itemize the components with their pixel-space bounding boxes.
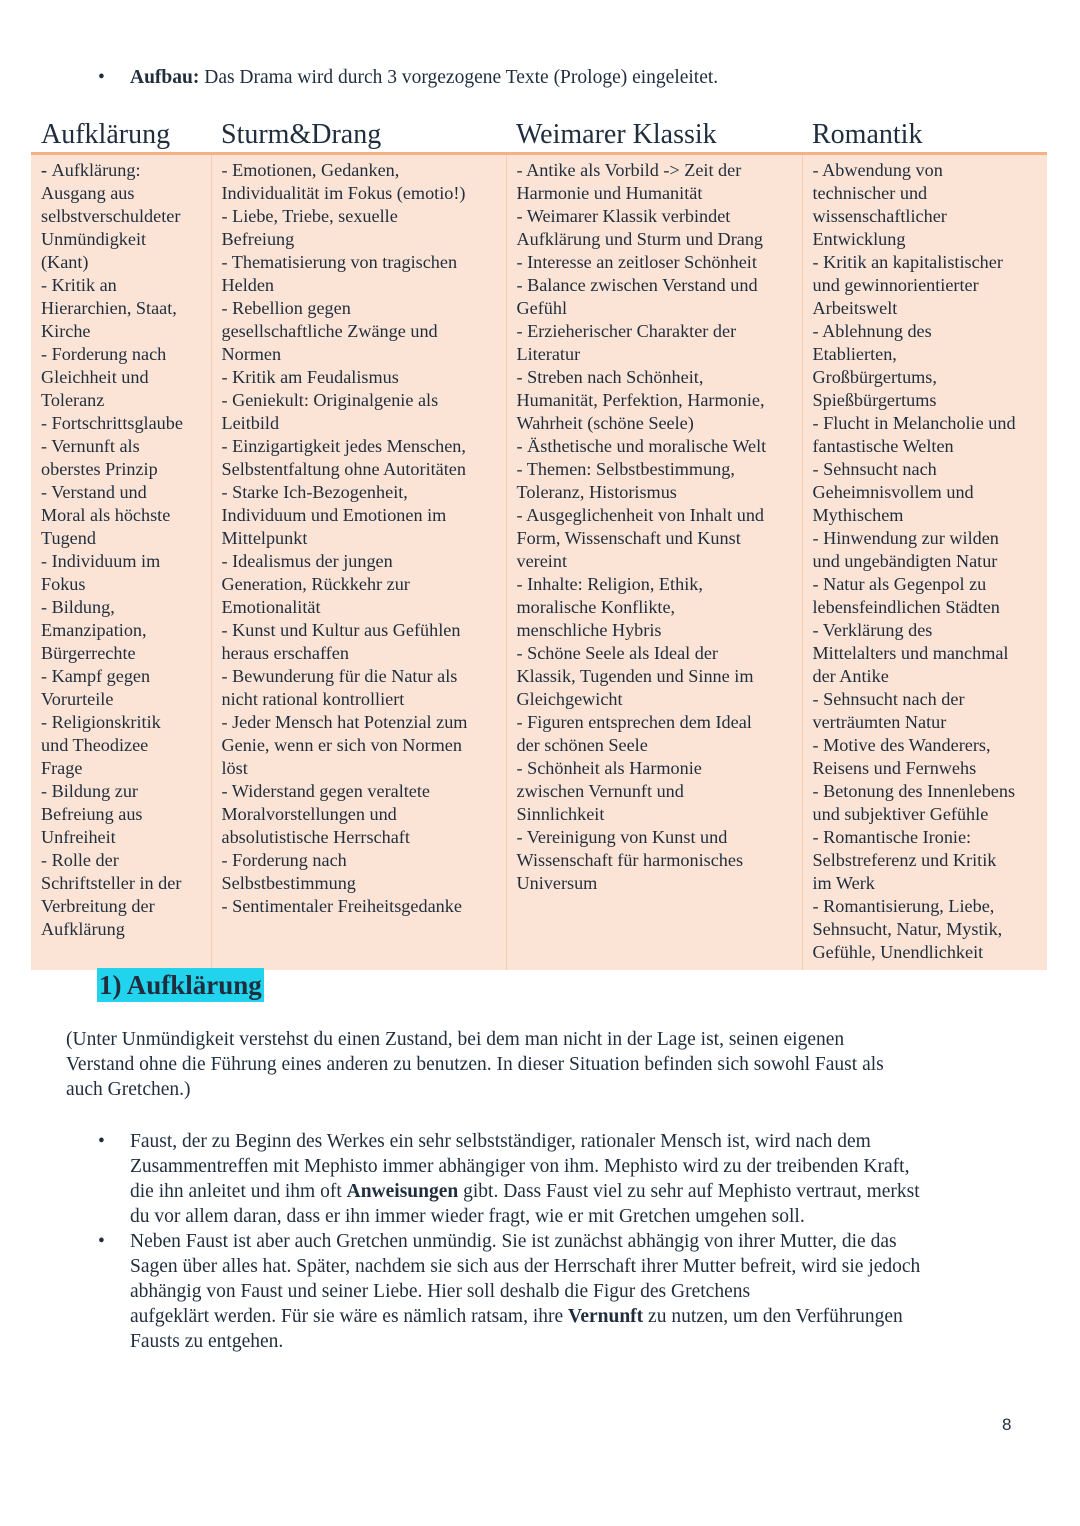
cell-line: - Rebellion gegen [221,298,351,318]
cell-line: Individualität im Fokus (emotio!) [221,183,466,203]
bold-term: Anweisungen [346,1181,459,1202]
cell-line: wissenschaftlicher [812,206,947,226]
header-sturm-drang: Sturm&Drang [211,118,506,154]
text-line: Faust, der zu Beginn des Werkes ein sehr selbstständiger, rationaler Mensch ist, wird nach dem [130,1131,871,1152]
cell-line: (Kant) [41,252,89,272]
cell-line: und gewinnorientierter [812,275,979,295]
bold-term: Vernunft [568,1306,644,1327]
page-number: 8 [1002,1415,1012,1434]
text-run: zu nutzen, um den Verführungen [643,1306,903,1327]
intro-label: Aufbau: [130,67,200,88]
cell-line: - Widerstand gegen veraltete [221,781,430,801]
bullet-dot: • [98,1131,105,1152]
bullet-list [98,1129,1038,1354]
cell-line: absolutistische Herrschaft [221,827,410,847]
cell-line: Tugend [41,528,96,548]
cell-line: Genie, wenn er sich von Normen [221,735,462,755]
cell-line: Hierarchien, Staat, [41,298,177,318]
bullet-dot: • [98,67,105,88]
cell-line: - Vernunft als [41,436,140,456]
header-romantik: Romantik [802,118,1047,154]
cell-line: Gleichgewicht [516,689,623,709]
cell-line: - Themen: Selbstbestimmung, [516,459,735,479]
cell-line: - Abwendung von [812,160,943,180]
cell-line: - Kritik am Feudalismus [221,367,399,387]
cell-line: - Jeder Mensch hat Potenzial zum [221,712,468,732]
cell-line: - Romantische Ironie: [812,827,972,847]
text-run: aufgeklärt werden. Für sie wäre es nämlich ratsam, ihre [130,1306,569,1327]
cell-line: technischer und [812,183,928,203]
cell-line: - Bildung zur [41,781,138,801]
paragraph-line: auch Gretchen.) [66,1079,191,1100]
cell-line: im Werk [812,873,875,893]
cell-line: Humanität, Perfektion, Harmonie, [516,390,765,410]
intro-text [130,64,718,92]
cell-line: der schönen Seele [516,735,648,755]
cell-line: nicht rational kontrolliert [221,689,405,709]
section-heading: 1) Aufklärung [99,970,262,1000]
cell-line [41,159,203,182]
text-line [130,1304,1038,1329]
cell-line: verträumten Natur [812,712,947,732]
cell-line: und ungebändigten Natur [812,551,998,571]
cell-line: Gleichheit und [41,367,149,387]
cell-line: - Interesse an zeitloser Schönheit [516,252,757,272]
cell-line: - Vereinigung von Kunst und [516,827,728,847]
cell-line: löst [221,758,248,778]
cell-line: - Balance zwischen Verstand und [516,275,758,295]
cell-aufklaerung [31,154,211,971]
cell-line: Mittelpunkt [221,528,308,548]
cell-line: - Ablehnung des [812,321,932,341]
cell-line: Selbstreferenz und Kritik [812,850,997,870]
cell-line: Wahrheit (schöne Seele) [516,413,694,433]
intro-body: Das Drama wird durch 3 vorgezogene Texte (Prologe) eingeleitet. [199,67,719,88]
cell-line: der Antike [812,666,889,686]
cell-line: Schriftsteller in der [41,873,182,893]
text-run: die ihn anleitet und ihm oft [130,1181,347,1202]
text-line: Fausts zu entgehen. [130,1331,284,1352]
intro-paragraph [66,1027,1016,1102]
cell-line: oberstes Prinzip [41,459,158,479]
text-line: Neben Faust ist aber auch Gretchen unmündig. Sie ist zunächst abhängig von ihrer Mutter, die das [130,1231,897,1252]
cell-line: - Figuren entsprechen dem Ideal [516,712,752,732]
cell-line: - Weimarer Klassik verbindet [516,206,731,226]
cell-line: - Emotionen, Gedanken, [221,160,400,180]
cell-line: Spießbürgertums [812,390,937,410]
cell-line: - Verklärung des [812,620,933,640]
cell-line: Verbreitung der [41,896,155,916]
cell-line: - Kritik an kapitalistischer [812,252,1003,272]
cell-line: - Starke Ich-Bezogenheit, [221,482,408,502]
cell-line: - Thematisierung von tragischen [221,252,458,272]
cell-line: lebensfeindlichen Städten [812,597,1000,617]
epoch-table [31,118,1047,968]
cell-line: - Flucht in Melancholie und [812,413,1016,433]
cell-line: Geheimnisvollem und [812,482,974,502]
cell-line: Helden [221,275,275,295]
cell-line: heraus erschaffen [221,643,349,663]
cell-line: Emotionalität [221,597,321,617]
cell-line: menschliche Hybris [516,620,662,640]
cell-line: - Kunst und Kultur aus Gefühlen [221,620,461,640]
cell-line: Toleranz [41,390,105,410]
cell-line: Unmündigkeit [41,229,147,249]
cell-line: - Romantisierung, Liebe, [812,896,995,916]
text-run: gibt. Dass Faust viel zu sehr auf Mephisto vertraut, merkst [458,1181,920,1202]
cell-line: Leitbild [221,413,280,433]
cell-line: - Bildung, [41,597,115,617]
cell-line: Selbstbestimmung [221,873,356,893]
cell-line: - Streben nach Schönheit, [516,367,704,387]
cell-line: Kirche [41,321,91,341]
cell-line: Emanzipation, [41,620,147,640]
cell-line: Moral als höchste [41,505,171,525]
cell-line: Sehnsucht, Natur, Mystik, [812,919,1003,939]
cell-line: - Einzigartigkeit jedes Menschen, [221,436,466,456]
cell-line: - Betonung des Innenlebens [812,781,1016,801]
cell-line: Generation, Rückkehr zur [221,574,410,594]
cell-weimarer-klassik [506,154,802,971]
cell-line: Etablierten, [812,344,897,364]
cell-line: Mythischem [812,505,904,525]
cell-line: Moralvorstellungen und [221,804,397,824]
cell-line: Vorurteile [41,689,114,709]
cell-line: Arbeitswelt [812,298,898,318]
cell-line: Toleranz, Historismus [516,482,677,502]
cell-line: - Hinwendung zur wilden [812,528,999,548]
cell-line: - Individuum im [41,551,161,571]
cell-line: - Motive des Wanderers, [812,735,991,755]
cell-line: - Schöne Seele als Ideal der [516,643,718,663]
cell-line: und Theodizee [41,735,149,755]
cell-line: Unfreiheit [41,827,116,847]
cell-line: Harmonie und Humanität [516,183,703,203]
text-line [130,1179,1038,1204]
cell-line: - Religionskritik [41,712,161,732]
cell-line: Gefühl [516,298,568,318]
cell-line: - Verstand und [41,482,147,502]
cell-line: Selbstentfaltung ohne Autoritäten [221,459,466,479]
header-weimarer-klassik: Weimarer Klassik [506,118,802,154]
cell-line: moralische Konflikte, [516,597,676,617]
cell-line: zwischen Vernunft und [516,781,684,801]
cell-line: Ausgang aus [41,183,135,203]
text-line: abhängig von Faust und seiner Liebe. Hier soll deshalb die Figur des Gretchens [130,1281,751,1302]
cell-line: - Bewunderung für die Natur als [221,666,458,686]
cell-line: Reisens und Fernwehs [812,758,977,778]
cell-line: - Geniekult: Originalgenie als [221,390,439,410]
cell-line: - Sehnsucht nach [812,459,937,479]
cell-line: und subjektiver Gefühle [812,804,989,824]
cell-line: Befreiung [221,229,295,249]
cell-line: Individuum und Emotionen im [221,505,447,525]
cell-line: Klassik, Tugenden und Sinne im [516,666,754,686]
cell-line: Wissenschaft für harmonisches [516,850,744,870]
cell-sturm-drang [211,154,506,971]
text-line: Sagen über alles hat. Später, nachdem sie sich aus der Herrschaft ihrer Mutter befreit, wird sie jedoch [130,1256,921,1277]
cell-line: Frage [41,758,83,778]
cell-line: - Ausgeglichenheit von Inhalt und [516,505,765,525]
cell-line: - Sentimentaler Freiheitsgedanke [221,896,462,916]
cell-line: - Natur als Gegenpol zu [812,574,987,594]
cell-line: - Ästhetische und moralische Welt [516,436,767,456]
cell-line: - Schönheit als Harmonie [516,758,702,778]
cell-line: Entwicklung [812,229,906,249]
cell-line: Universum [516,873,598,893]
cell-line: fantastische Welten [812,436,954,456]
cell-line-dash: - [41,160,52,180]
cell-line: Großbürgertums, [812,367,937,387]
cell-line: - Rolle der [41,850,119,870]
paragraph-line: Verstand ohne die Führung eines anderen zu benutzen. In dieser Situation befinden sich sowohl Faust als [66,1054,884,1075]
cell-line: - Inhalte: Religion, Ethik, [516,574,703,594]
cell-line: Bürgerrechte [41,643,136,663]
cell-line: Literatur [516,344,581,364]
cell-line: gesellschaftliche Zwänge und [221,321,438,341]
cell-line: selbstverschuldeter [41,206,181,226]
list-item-gretchen [98,1229,1038,1354]
list-item-faust [98,1129,1038,1229]
cell-line: - Sehnsucht nach der [812,689,965,709]
cell-line: Fokus [41,574,86,594]
text-line: Zusammentreffen mit Mephisto immer abhängiger von ihm. Mephisto wird zu der treibenden Kraft, [130,1156,910,1177]
paragraph-line: (Unter Unmündigkeit verstehst du einen Zustand, bei dem man nicht in der Lage ist, seinen eigenen [66,1029,845,1050]
cell-line: - Fortschrittsglaube [41,413,183,433]
cell-line: Form, Wissenschaft und Kunst [516,528,741,548]
cell-line: Befreiung aus [41,804,143,824]
cell-line: Mittelalters und manchmal [812,643,1009,663]
cell-line: Sinnlichkeit [516,804,605,824]
cell-line: - Idealismus der jungen [221,551,393,571]
cell-line: - Antike als Vorbild -> Zeit der [516,160,742,180]
bullet-dot: • [98,1231,105,1252]
cell-line: Gefühle, Unendlichkeit [812,942,984,962]
header-aufklaerung: Aufklärung [31,118,211,154]
cell-line: Aufklärung und Sturm und Drang [516,229,764,249]
cell-line-text: Aufklärung: [51,160,141,180]
cell-line: - Liebe, Triebe, sexuelle [221,206,398,226]
cell-line: Aufklärung [41,919,125,939]
cell-line: - Forderung nach [221,850,347,870]
cell-line: vereint [516,551,567,571]
cell-line: Normen [221,344,282,364]
cell-line: - Erzieherischer Charakter der [516,321,737,341]
text-line: du vor allem daran, dass er ihn immer wieder fragt, wie er mit Gretchen umgehen soll. [130,1206,805,1227]
cell-line: - Kritik an [41,275,117,295]
cell-line: - Kampf gegen [41,666,151,686]
cell-romantik [802,154,1047,971]
cell-line: - Forderung nach [41,344,167,364]
